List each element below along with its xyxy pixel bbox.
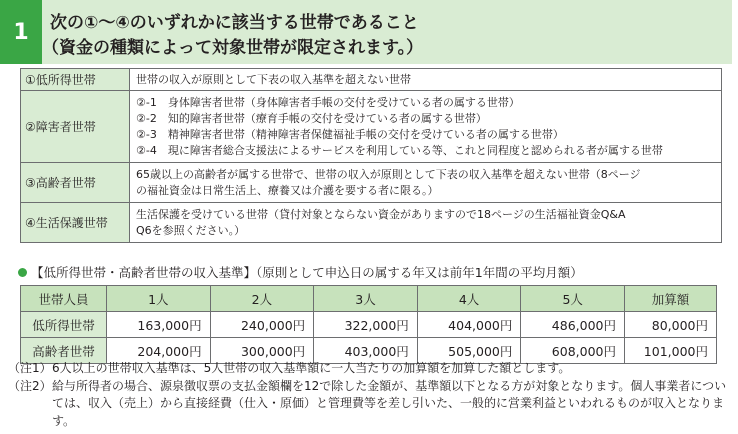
note-item: [8, 378, 736, 431]
category-description: [130, 91, 722, 163]
table-cell: 80,000円: [625, 312, 717, 338]
column-header: 5人: [521, 286, 625, 312]
row-header: 低所得世帯: [21, 312, 107, 338]
column-header: 加算額: [625, 286, 717, 312]
column-header: 1人: [107, 286, 211, 312]
section-title-line2: （資金の種類によって対象世帯が限定されます。）: [42, 38, 424, 58]
table-cell: 163,000円: [107, 312, 211, 338]
bullet-dot-icon: [18, 268, 27, 277]
category-description: [130, 203, 722, 243]
income-standard-table: [20, 285, 717, 364]
table-cell: 404,000円: [417, 312, 521, 338]
table-cell: 322,000円: [314, 312, 418, 338]
note-text: 6人以上の世帯収入基準は、5人世帯の収入基準額に一人当たりの加算額を加算した額とします。: [52, 361, 571, 375]
section-title-line1: 次の①～④のいずれかに該当する世帯であること: [50, 13, 419, 33]
note-item: [8, 360, 736, 378]
income-header-row: [21, 286, 717, 312]
table-cell: 240,000円: [210, 312, 314, 338]
category-label: ②障害者世帯: [21, 91, 130, 163]
column-header: 世帯人員: [21, 286, 107, 312]
category-line: 65歳以上の高齢者が属する世帯で、世帯の収入が原則として下表の収入基準を超えない世帯（8ページ: [136, 167, 641, 181]
note-text: 給与所得者の場合、源泉徴収票の支払金額欄を12で除した金額が、基準額以下となる方が対象となります。個人事業者については、収入（売上）から直接経費（仕入・原価）と管理費等を差し引いた、一般的に営業利益といわれるものが収入となります。: [52, 378, 727, 428]
category-line: 生活保護を受けている世帯（貸付対象とならない資金がありますので18ページの生活福祉資金Q&A: [136, 207, 626, 221]
note-mark: （注2）: [8, 378, 52, 393]
section-header: [0, 0, 738, 64]
column-header: 4人: [417, 286, 521, 312]
column-header: 3人: [314, 286, 418, 312]
table-cell: 505,000円: [417, 338, 521, 364]
category-line: ②-2 知的障害者世帯（療育手帳の交付を受けている者の属する世帯）: [136, 111, 487, 125]
category-description: [130, 69, 722, 91]
income-section-title-text: 【低所得世帯・高齢者世帯の収入基準】（原則として申込日の属する年又は前年1年間の平均月額）: [31, 265, 583, 280]
category-row: [21, 163, 722, 203]
category-line: Q6を参照ください。）: [136, 223, 246, 237]
category-description: [130, 163, 722, 203]
category-line: ②-4 現に障害者総合支援法によるサービスを利用している等、これと同程度と認められる者が属する世帯: [136, 143, 663, 157]
category-label: ①低所得世帯: [21, 69, 130, 91]
category-line: ②-3 精神障害者世帯（精神障害者保健福祉手帳の交付を受けている者の属する世帯）: [136, 127, 564, 141]
category-row: [21, 203, 722, 243]
table-cell: 486,000円: [521, 312, 625, 338]
category-label: ④生活保護世帯: [21, 203, 130, 243]
table-cell: 204,000円: [107, 338, 211, 364]
category-line: 世帯の収入が原則として下表の収入基準を超えない世帯: [136, 72, 411, 86]
category-label: ③高齢者世帯: [21, 163, 130, 203]
table-cell: 101,000円: [625, 338, 717, 364]
category-row: [21, 69, 722, 91]
category-row: [21, 91, 722, 163]
table-cell: 403,000円: [314, 338, 418, 364]
note-mark: （注1）: [8, 361, 52, 375]
income-section-title: [18, 263, 583, 281]
table-cell: 300,000円: [210, 338, 314, 364]
row-header: 高齢者世帯: [21, 338, 107, 364]
notes: [8, 360, 736, 430]
section-number: 1: [0, 0, 42, 64]
household-category-table: [20, 68, 722, 243]
table-cell: 608,000円: [521, 338, 625, 364]
column-header: 2人: [210, 286, 314, 312]
category-line: の福祉資金は日常生活上、療養又は介護を要する者に限る。）: [136, 183, 439, 197]
table-row: [21, 312, 717, 338]
category-line: ②-1 身体障害者世帯（身体障害者手帳の交付を受けている者の属する世帯）: [136, 95, 520, 109]
